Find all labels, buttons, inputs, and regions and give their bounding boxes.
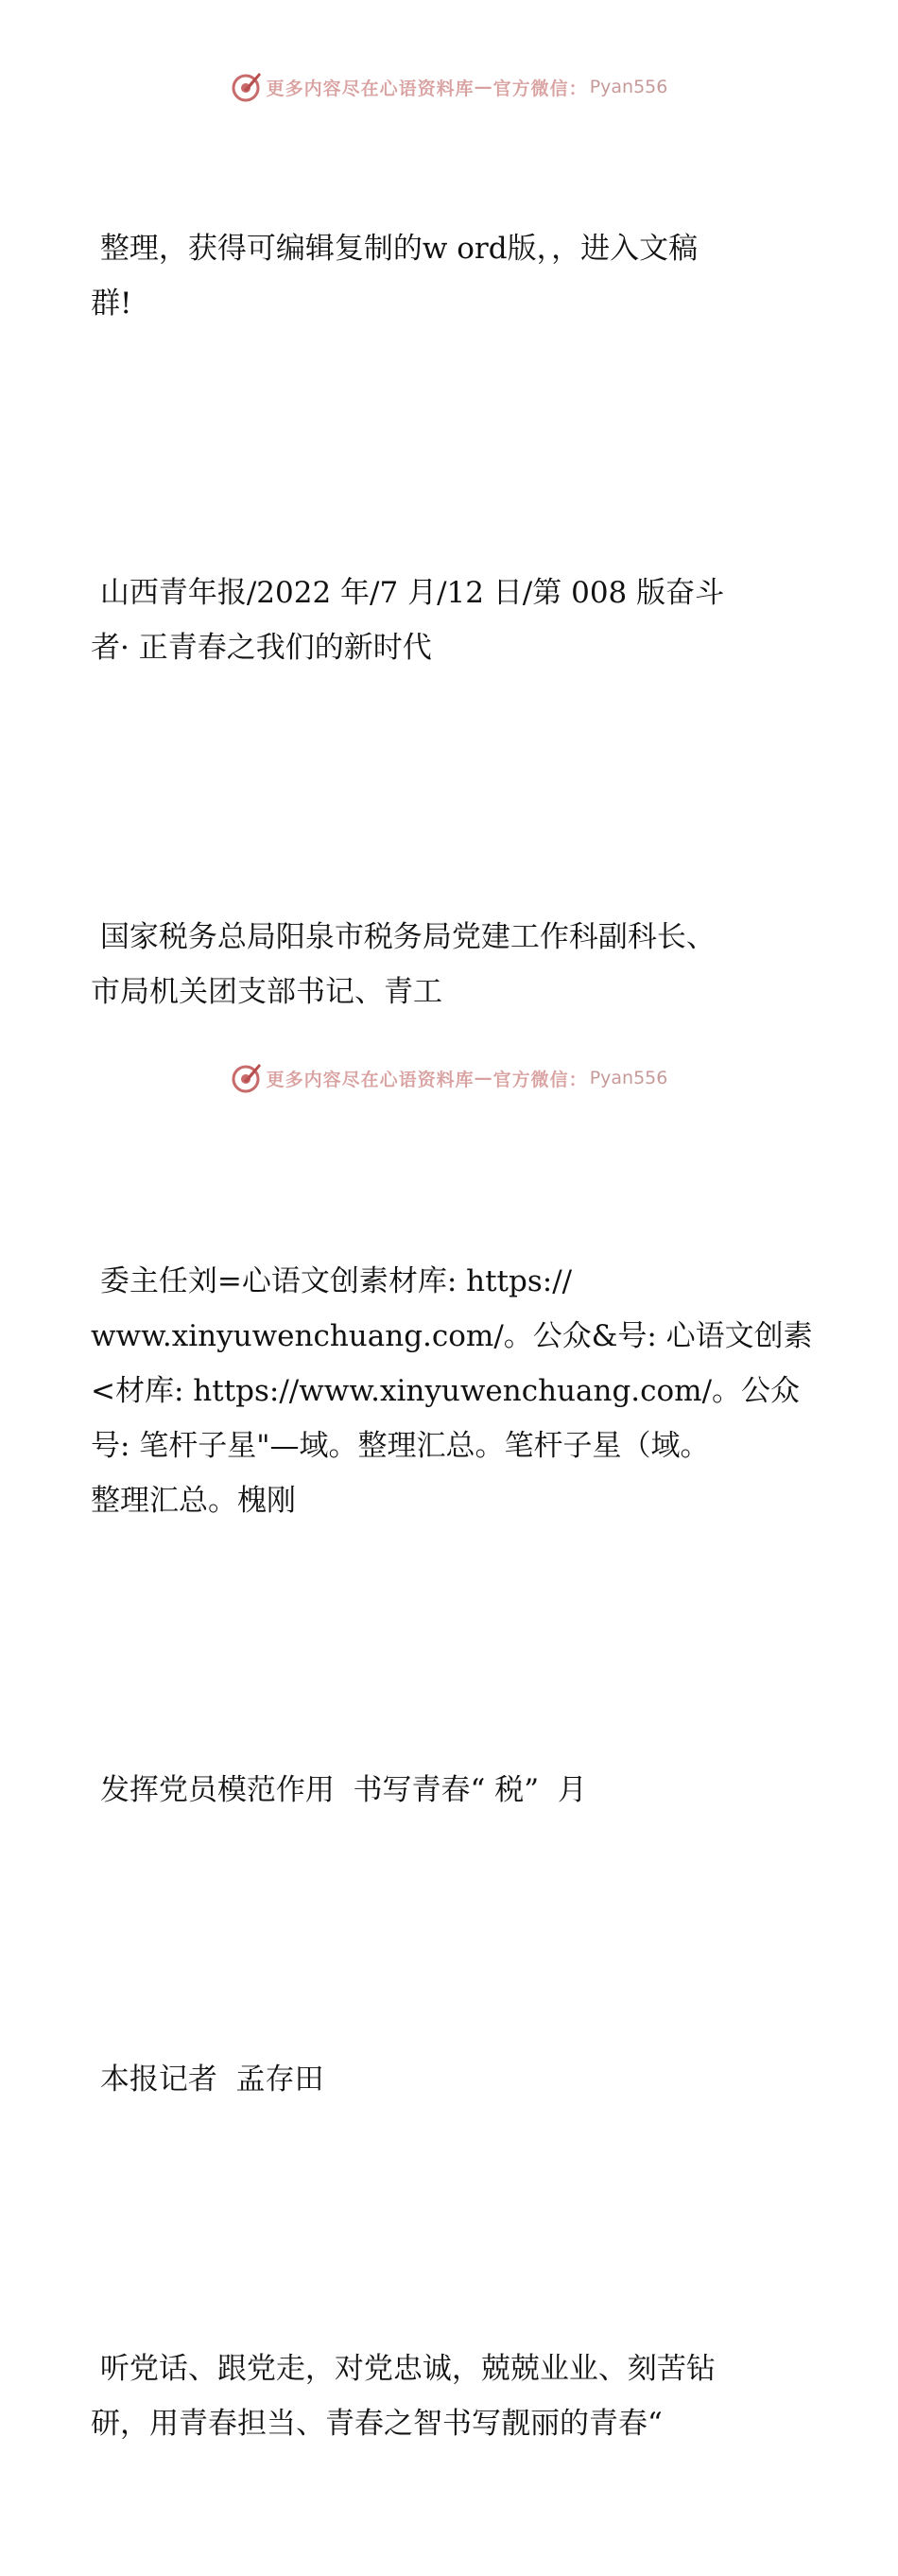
paragraph — [91, 1653, 819, 1927]
text-line: 整理汇总。槐刚 — [91, 1484, 296, 1518]
paragraph — [91, 1942, 819, 2217]
quill-logo-icon — [231, 1062, 263, 1094]
paragraph — [91, 456, 819, 785]
text-line: 号: 笔杆子星"—域。整理汇总。笔杆子星（域。 — [91, 1429, 710, 1463]
document-body — [91, 112, 819, 2576]
paragraph — [91, 1144, 819, 1638]
text-line: 研，用青春担当、青春之智书写靓丽的青春“ — [91, 2407, 663, 2441]
text-line: 者· 正青春之我们的新时代 — [91, 631, 432, 665]
text-line: 委主任刘=心语文创素材库: https:// — [91, 1264, 573, 1298]
text-line: 整理，获得可编辑复制的w ord版，，进入文稿 — [91, 232, 699, 266]
watermark-text: 更多内容尽在心语资料库 — [266, 1069, 475, 1090]
text-line: <材库: https://www.xinyuwenchuang.com/。公众 — [91, 1374, 801, 1408]
text-line: 国家税务总局阳泉市税务局党建工作科副科长、 — [91, 920, 716, 954]
watermark-dash: — — [474, 1068, 493, 1088]
watermark-text: 更多内容尽在心语资料库 — [266, 78, 475, 99]
header-watermark — [0, 68, 898, 106]
article-title: 发挥党员模范作用 书写青春“ 税” 月 — [91, 1773, 587, 1807]
watermark-wechat-label: 官方微信： — [492, 1069, 588, 1090]
byline: 本报记者 孟存田 — [91, 2063, 324, 2097]
text-line: 听党话、跟党走，对党忠诚，兢兢业业、刻苦钻 — [91, 2352, 716, 2386]
watermark-wechat-label: 官方微信： — [492, 78, 588, 99]
watermark-dash: — — [474, 77, 493, 97]
paragraph — [91, 112, 819, 441]
watermark-wechat-id: Pyan556 — [589, 1068, 668, 1088]
text-line: 山西青年报/2022 年/7 月/12 日/第 008 版奋斗 — [91, 576, 725, 610]
paragraph — [91, 2232, 819, 2561]
quill-logo-icon — [231, 71, 263, 103]
text-line: 群! — [91, 287, 132, 321]
watermark-wechat-id: Pyan556 — [589, 77, 668, 97]
text-line: www.xinyuwenchuang.com/。公众&号: 心语文创素 — [91, 1319, 813, 1353]
text-line: 市局机关团支部书记、青工 — [91, 975, 442, 1009]
footer-watermark — [0, 1059, 898, 1097]
